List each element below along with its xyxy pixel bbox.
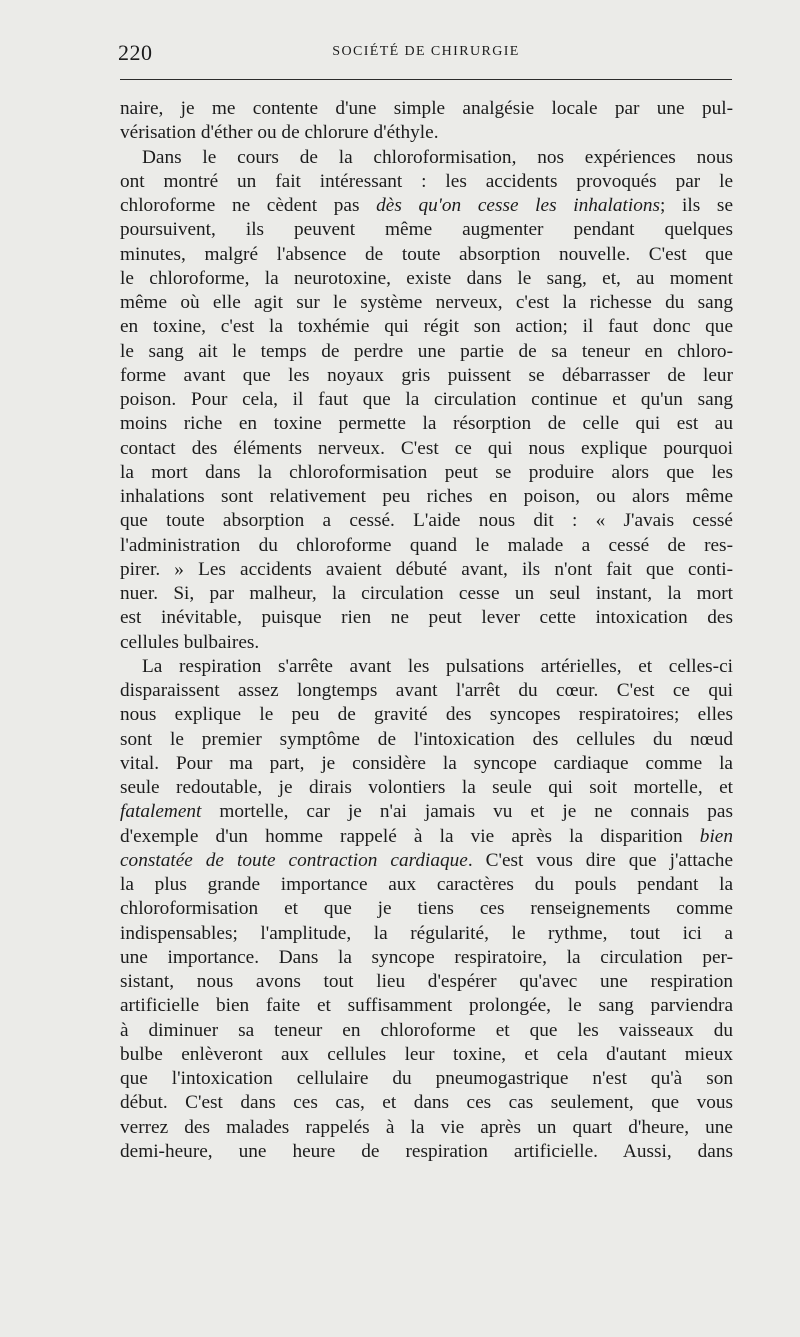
header-rule — [120, 79, 732, 80]
text-line: La respiration s'arrête avant les pulsations artérielles, et celles-ci — [142, 655, 733, 677]
text-line: bulbe enlèveront aux cellules leur toxine, et cela d'autant mieux — [120, 1043, 733, 1065]
paragraph — [120, 146, 733, 655]
text-line: contact des éléments nerveux. C'est ce qui nous explique pourquoi — [120, 437, 733, 459]
text-line: une importance. Dans la syncope respiratoire, la circulation per- — [120, 946, 733, 968]
text-line: chloroforme ne cèdent pas dès qu'on cesse les inhalations; ils se — [120, 195, 733, 216]
text-line: vital. Pour ma part, je considère la syncope cardiaque comme la — [120, 752, 733, 774]
text-line: ont montré un fait intéressant : les accidents provoqués par le — [120, 170, 733, 192]
page-number: 220 — [118, 40, 153, 65]
text-line: nous explique le peu de gravité des syncopes respiratoires; elles — [120, 704, 733, 726]
paragraph — [120, 655, 733, 1164]
italic-text: constatée de toute contraction cardiaque — [120, 849, 468, 871]
text-line: fatalement mortelle, car je n'ai jamais vu et je ne connais pas — [120, 801, 733, 823]
italic-text: bien — [699, 825, 733, 847]
text-line: vérisation d'éther ou de chlorure d'éthyle. — [120, 122, 439, 144]
italic-text: fatalement — [120, 801, 202, 823]
text-line: naire, je me contente d'une simple analgésie locale par une pul- — [120, 98, 733, 119]
text-line: disparaissent assez longtemps avant l'arrêt du cœur. C'est ce qui — [120, 680, 733, 701]
text-line: poison. Pour cela, il faut que la circulation continue et qu'un sang — [120, 389, 733, 410]
text-line: moins riche en toxine permette la résorption de celle qui est au — [120, 413, 733, 435]
text-line: poursuivent, ils peuvent même augmenter pendant quelques — [120, 219, 733, 241]
paragraph — [120, 97, 733, 146]
body-text — [120, 97, 733, 1164]
text-line: que l'intoxication cellulaire du pneumogastrique n'est qu'à son — [120, 1068, 733, 1089]
text-line: seule redoutable, je dirais volontiers la seule qui soit mortelle, et — [120, 777, 733, 798]
text-line: demi-heure, une heure de respiration artificielle. Aussi, dans — [120, 1140, 733, 1162]
text-line: indispensables; l'amplitude, la régularité, le rythme, tout ici a — [120, 922, 733, 944]
text-line: nuer. Si, par malheur, la circulation cesse un seul instant, la mort — [120, 583, 733, 604]
text-line: sont le premier symptôme de l'intoxication des cellules du nœud — [120, 728, 733, 750]
running-head: SOCIÉTÉ DE CHIRURGIE — [332, 44, 520, 59]
text-line: cellules bulbaires. — [120, 631, 260, 653]
text-line: verrez des malades rappelés à la vie après un quart d'heure, une — [120, 1116, 733, 1138]
text-line: que toute absorption a cessé. L'aide nous dit : « J'avais cessé — [120, 510, 733, 532]
text-line: pirer. » Les accidents avaient débuté avant, ils n'ont fait que conti- — [120, 558, 733, 580]
text-line: chloroformisation et que je tiens ces renseignements comme — [120, 898, 733, 920]
text-line: début. C'est dans ces cas, et dans ces cas seulement, que vous — [120, 1092, 733, 1114]
text-line: Dans le cours de la chloroformisation, nos expériences nous — [142, 146, 733, 168]
text-line: à diminuer sa teneur en chloroforme et que les vaisseaux du — [120, 1019, 733, 1041]
text-line: la plus grande importance aux caractères du pouls pendant la — [120, 874, 733, 895]
text-line: même où elle agit sur le système nerveux, c'est la richesse du sang — [120, 292, 733, 313]
text-line: minutes, malgré l'absence de toute absorption nouvelle. C'est que — [120, 243, 733, 265]
text-line: est inévitable, puisque rien ne peut lever cette intoxication des — [120, 607, 733, 629]
text-line: le sang ait le temps de perdre une partie de sa teneur en chloro- — [120, 340, 733, 362]
text-line: artificielle bien faite et suffisamment prolongée, le sang parviendra — [120, 995, 733, 1017]
text-line: d'exemple d'un homme rappelé à la vie après la disparition bien — [120, 825, 733, 847]
text-line: l'administration du chloroforme quand le malade a cessé de res- — [120, 534, 733, 556]
text-line: constatée de toute contraction cardiaque. C'est vous dire que j'attache — [120, 849, 733, 871]
text-line: sistant, nous avons tout lieu d'espérer qu'avec une respiration — [120, 971, 733, 992]
italic-text: dès qu'on cesse les inhalations — [376, 195, 661, 216]
text-line: forme avant que les noyaux gris puissent se débarrasser de leur — [120, 364, 733, 386]
text-line: en toxine, c'est la toxhémie qui régit son action; il faut donc que — [120, 316, 733, 338]
text-line: le chloroforme, la neurotoxine, existe dans le sang, et, au moment — [120, 267, 733, 289]
page-header — [118, 40, 734, 74]
text-line: inhalations sont relativement peu riches en poison, ou alors même — [120, 486, 733, 507]
text-line: la mort dans la chloroformisation peut se produire alors que les — [120, 461, 733, 483]
